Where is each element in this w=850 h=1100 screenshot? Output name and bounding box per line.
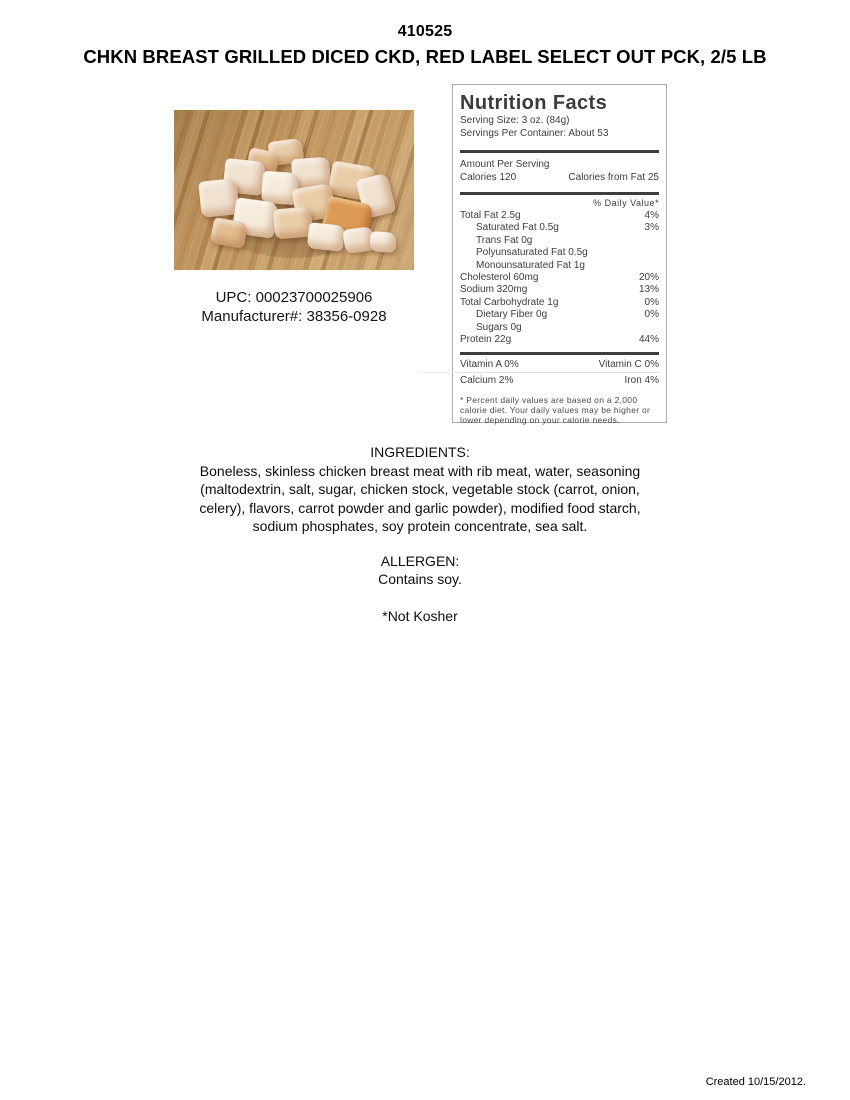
calories-row: [460, 171, 659, 184]
nutrient-value: 0%: [644, 296, 659, 308]
nutrient-row: [460, 309, 659, 321]
nutrient-label: Protein 22g: [460, 334, 512, 346]
chicken-piece: [369, 231, 396, 253]
ingredients-line: celery), flavors, carrot powder and garlic powder), modified food starch,: [199, 499, 641, 516]
product-number: 410525: [397, 23, 453, 40]
nutrient-label: Trans Fat 0g: [476, 234, 533, 246]
manufacturer-text: Manufacturer#: 38356-0928: [201, 307, 387, 325]
nutrient-value: 4%: [644, 210, 659, 221]
vitamin-c: Vitamin C 0%: [598, 359, 659, 371]
iron: Iron 4%: [624, 375, 659, 387]
vitamin-row: [460, 375, 659, 387]
nutrient-row: [460, 222, 659, 234]
nutrient-label: Monounsaturated Fat 1g: [476, 259, 585, 271]
nutrient-label: Total Fat 2.5g: [460, 210, 521, 221]
nutrient-row: [460, 284, 659, 296]
nutrient-label: Dietary Fiber 0g: [476, 309, 548, 321]
thick-rule: [460, 192, 659, 195]
nutrient-label: Sugars 0g: [476, 321, 522, 333]
ingredients-line: Boneless, skinless chicken breast meat with rib meat, water, seasoning: [199, 462, 641, 479]
nutrient-row: [460, 260, 659, 272]
nutrient-row: [460, 247, 659, 259]
nutrient-value: 20%: [638, 272, 659, 284]
calories-value: Calories 120: [460, 172, 517, 183]
nutrient-value: 0%: [644, 309, 659, 321]
thick-rule: [460, 352, 659, 355]
nutrient-row: [460, 334, 659, 346]
product-photo: [174, 110, 414, 270]
nutrient-value: 13%: [638, 284, 659, 296]
upc-text: UPC: 00023700025906: [215, 289, 373, 306]
nutrient-value: 3%: [644, 222, 659, 234]
created-date: Created 10/15/2012.: [705, 1076, 806, 1088]
amount-per-serving: Amount Per Serving: [460, 159, 550, 170]
kosher-note: *Not Kosher: [382, 607, 458, 624]
ingredients-section: [0, 443, 840, 625]
product-name: CHKN BREAST GRILLED DICED CKD, RED LABEL SELECT OUT PCK, 2/5 LB: [83, 46, 767, 67]
vitamin-a: Vitamin A 0%: [460, 359, 519, 371]
nutrient-row: [460, 235, 659, 247]
nutrient-row: [460, 210, 659, 222]
nutrition-facts-title: Nutrition Facts: [460, 92, 608, 114]
allergen-text: Contains soy.: [378, 571, 462, 587]
thick-rule: [460, 150, 659, 153]
ingredients-line: sodium phosphates, soy protein concentrate, sea salt.: [252, 518, 588, 534]
daily-value-header: % Daily Value*: [593, 198, 659, 208]
nutrient-value: 44%: [638, 334, 659, 346]
nutrient-row: [460, 297, 659, 309]
nutrient-row: [460, 322, 659, 334]
vitamin-row: [460, 359, 659, 371]
nutrient-row: [460, 272, 659, 284]
nutrient-label: Polyunsaturated Fat 0.5g: [476, 247, 588, 259]
product-codes: [154, 289, 434, 326]
calcium: Calcium 2%: [460, 375, 514, 387]
chicken-piece: [210, 217, 248, 249]
allergen-heading: ALLERGEN:: [380, 552, 460, 569]
thin-rule: [460, 372, 659, 373]
nutrient-label: Cholesterol 60mg: [460, 272, 539, 284]
nutrient-label: Sodium 320mg: [460, 284, 528, 296]
daily-value-footnote: * Percent daily values are based on a 2,000 calorie diet. Your daily values may be higher or lower depending on your calorie needs.: [460, 395, 651, 426]
calories-from-fat-value: Calories from Fat 25: [568, 172, 659, 183]
nutrition-facts-label: [452, 84, 667, 426]
ingredients-heading: INGREDIENTS:: [370, 444, 470, 460]
chicken-piece: [307, 222, 346, 252]
nutrient-label: Total Carbohydrate 1g: [460, 296, 559, 308]
nutrient-label: Saturated Fat 0.5g: [476, 222, 559, 234]
serving-size: Serving Size: 3 oz. (84g): [460, 115, 570, 126]
ingredients-line: (maltodextrin, salt, sugar, chicken stock, vegetable stock (carrot, onion,: [200, 481, 640, 497]
servings-per-container: Servings Per Container: About 53: [460, 128, 609, 139]
